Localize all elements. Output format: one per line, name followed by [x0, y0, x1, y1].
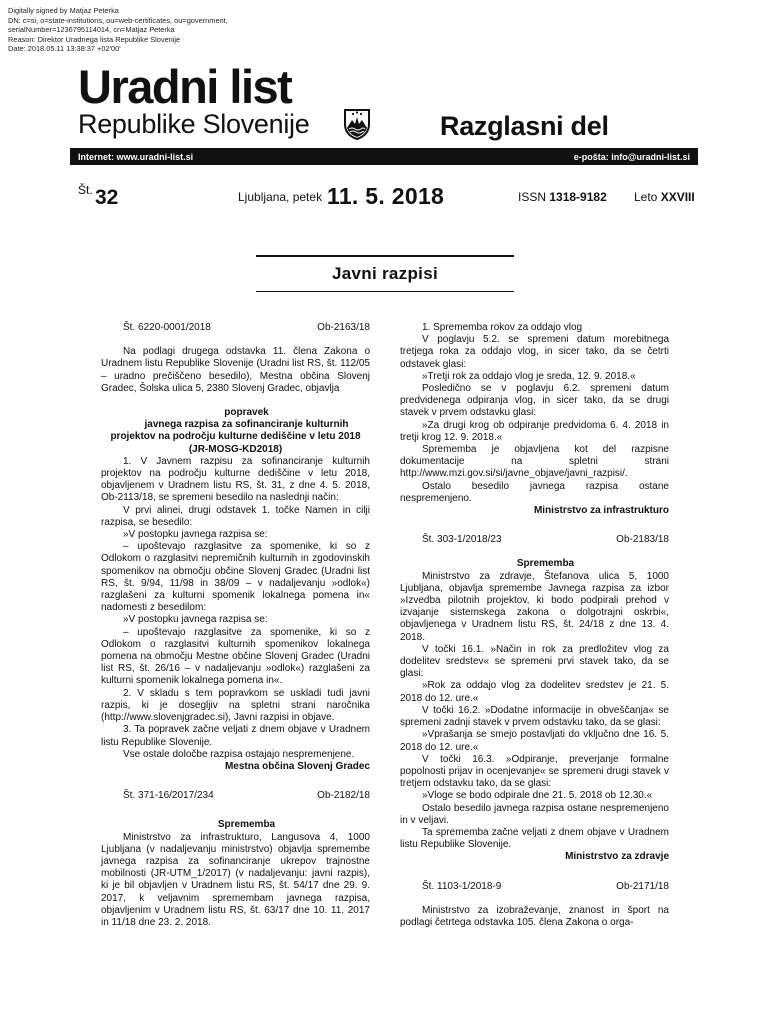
paragraph: Ta sprememba začne veljati z dnem objave v Uradnem listu Republike Slovenije.	[400, 826, 669, 851]
spacer	[101, 773, 370, 790]
notice-reference: Št. 1103-1/2018-9	[422, 880, 502, 892]
notice-title: popravek	[224, 407, 269, 419]
issn	[518, 190, 607, 204]
spacer	[400, 517, 669, 534]
issn-label: ISSN	[518, 190, 547, 204]
notice-ob: Ob-2182/18	[317, 790, 370, 802]
digital-signature	[8, 6, 228, 54]
paragraph: V točki 16.3. »Odpiranje, preverjanje formalne popolnosti prijav in ocenjevanje« se spremeni drugi stavek v tretjem odstavku tako, da se glasi:	[400, 753, 669, 790]
spacer	[400, 893, 669, 905]
notice-subtitle: javnega razpisa za sofinanciranje kulturnih projektov na področju kulturne dediščine v letu 2018 (JR-MOSG-KD2018)	[110, 419, 361, 455]
paragraph: – upoštevajo razglasitve za spomenike, ki so z Odlokom o razglasitvi nepremičnih kulturnih in zgodovinskih spomenikov na območju občine Slovenj Gradec (Uradni list RS, št. 9/94, 11/98 in 38/09 – v nadaljevanju »odlok«) razglašeni za kulturni spomenik lokalnega pomena in« nadomesti z besedilom:	[101, 541, 370, 614]
left-column	[101, 322, 370, 929]
notice-signature: Mestna občina Slovenj Gradec	[224, 760, 370, 772]
heading-rule-top	[256, 255, 514, 257]
paragraph: Ministrstvo za izobraževanje, znanost in šport na podlagi četrtega odstavka 105. člena Zakona o orga-	[400, 904, 669, 928]
issue-number-label: Št.	[78, 183, 93, 197]
spacer	[101, 334, 370, 346]
paragraph: »Vloge se bodo odpirale dne 21. 5. 2018 ob 12.30.«	[422, 790, 653, 802]
masthead	[78, 62, 309, 139]
notice-reference: Št. 371-16/2017/234	[123, 790, 214, 802]
masthead-info-bar	[70, 148, 698, 165]
paragraph: »Za drugi krog ob odpiranje predvidoma 6. 4. 2018 in tretji krog 12. 9. 2018.«	[400, 419, 669, 443]
paragraph: »Vprašanja se smejo postavljati do vključno dne 16. 5. 2018 do 12. ure.«	[400, 729, 669, 753]
signature-line: DN: c=si, o=state-institutions, ou=web-certificates, ou=government,	[8, 15, 228, 25]
masthead-title: Uradni list	[78, 60, 292, 113]
paragraph: Ostalo besedilo javnega razpisa ostane nespremenjeno.	[400, 480, 669, 504]
notice-title: Sprememba	[217, 819, 276, 831]
paragraph: V prvi alinei, drugi odstavek 1. točke Namen in cilji razpisa, se besedilo:	[101, 504, 370, 528]
notice-ob: Ob-2183/18	[616, 534, 669, 546]
spacer	[101, 802, 370, 819]
paragraph: – upoštevajo razglasitve za spomenike, ki so z Odlokom o razglasitvi kulturnih spomenikov lokalnega pomena na območju Mestne občine Slovenj Gradec (Uradni list RS, št. 26/16 – v nadaljevanju »odlok«) razglašeni za kulturni spomenik lokalnega pomena in«.	[101, 626, 370, 687]
paragraph: Ministrstvo za infrastrukturo, Langusova 4, 1000 Ljubljana (v nadaljevanju ministrstvo) objavlja spremembe javnega razpisa za sofinanciranje ukrepov trajnostne mobilnosti (JR-UTM_1/2017) (v nadaljevanju: javni razpis), ki je bil objavljen v Uradnem listu RS, št. 54/17 dne 29. 9. 2017, k veljavnim spremembam javnega razpisa, objavljenim v Uradnem listu RS, št. 63/17 dne 10. 11. 2017 in 11/18 dne 23. 2. 2018.	[101, 831, 370, 928]
issue-date: 11. 5. 2018	[327, 183, 445, 209]
paragraph: »Tretji rok za oddajo vlog je sreda, 12. 9. 2018.«	[422, 370, 636, 382]
notice-title: Sprememba	[516, 558, 575, 570]
notice-ob: Ob-2171/18	[616, 880, 669, 892]
notice-header	[101, 322, 370, 334]
paragraph: Ministrstvo za zdravje, Štefanova ulica 5, 1000 Ljubljana, objavlja spremembe Javnega razpisa za izbor »Izvedba pilotnih projektov, ki bodo podpirali prehod v izvajanje sistemskega zakona o dolgotrajni oskrbi«, objavljenega v Uradnem listu RS, št. 24/18 z dne 13. 4. 2018.	[400, 570, 669, 643]
spacer	[400, 864, 669, 881]
paragraph: »Rok za oddajo vlog za dodelitev sredstev je 21. 5. 2018 do 12. ure.«	[400, 680, 669, 704]
paragraph: 2. V skladu s tem popravkom se uskladi tudi javni razpis, ki je dosegljiv na spletni strani naročnika (http://www.slovenjgradec.si), Javni razpisi in objave.	[101, 687, 370, 724]
paragraph: 1. Sprememba rokov za oddajo vlog	[422, 322, 583, 333]
paragraph: V točki 16.2. »Dodatne informacije in obveščanja« se spremeni zadnji stavek v prvem odstavku tako, da se glasi:	[400, 704, 669, 729]
paragraph: »V postopku javnega razpisa se:	[123, 614, 268, 626]
issn-value: 1318-9182	[549, 190, 607, 204]
leto-value: XXVIII	[660, 190, 695, 204]
section-heading: Javni razpisi	[332, 264, 438, 283]
leto-label: Leto	[634, 190, 658, 204]
paragraph: Na podlagi drugega odstavka 11. člena Zakona o Uradnem listu Republike Slovenije (Uradni list RS, št. 112/05 – uradno prečiščeno besedilo), Mestna občina Slovenj Gradec, Šolska ulica 5, 2380 Slovenj Gradec, objavlja	[101, 346, 370, 394]
spacer	[400, 546, 669, 558]
year-of-publication	[634, 190, 695, 204]
signature-line: Digitally signed by Matjaz Peterka	[8, 6, 119, 15]
paragraph: Sprememba je objavljena kot del razpisne dokumentacije na spletni strani http://www.mzi.gov.si/si/javne_objave/javni_razpisi/.	[400, 444, 669, 480]
paragraph: V poglavju 5.2. se spremeni datum morebitnega tretjega roka za oddajo vlog, in sicer tako, da se četrti odstavek glasi:	[400, 334, 669, 370]
notice-reference: Št. 303-1/2018/23	[422, 534, 502, 546]
paragraph: V točki 16.1. »Način in rok za predložitev vlog za dodelitev sredstev« se spremeni prvi stavek tako, da se glasi:	[400, 643, 669, 680]
issue-number: 32	[95, 186, 119, 209]
paragraph: Posledično se v poglavju 6.2. spremeni datum predvidenega odpiranja vlog, in sicer tako, da se drugi stavek v prvem odstavku glasi:	[400, 383, 669, 419]
section-title: Razglasni del	[440, 111, 609, 141]
notice-header	[101, 790, 370, 802]
signature-line: serialNumber=1236795114014, cn=Matjaz Peterka	[8, 25, 175, 35]
notice-signature: Ministrstvo za infrastrukturo	[533, 505, 669, 517]
email-link[interactable]: e-pošta: info@uradni-list.si	[573, 151, 690, 162]
internet-link[interactable]: Internet: www.uradni-list.si	[78, 151, 194, 162]
spacer	[101, 395, 370, 407]
slovenia-coat-of-arms-icon	[342, 108, 372, 140]
paragraph: 3. Ta popravek začne veljati z dnem objave v Uradnem listu Republike Slovenije.	[101, 724, 370, 748]
right-column	[400, 322, 669, 929]
paragraph: Ostalo besedilo javnega razpisa ostane nespremenjeno in v veljavi.	[400, 802, 669, 826]
notice-header	[400, 534, 669, 546]
notice-signature: Ministrstvo za zdravje	[565, 851, 669, 863]
paragraph: 1. V Javnem razpisu za sofinanciranje kulturnih projektov na področju kulturne dediščine v letu 2018, objavljenem v Uradnem listu RS, št. 31, z dne 4. 5. 2018, Ob-2113/18, se spremeni besedilo na naslednji način:	[101, 455, 370, 504]
paragraph: »V postopku javnega razpisa se:	[123, 529, 268, 541]
signature-line: Date: 2018.05.11 13:38:37 +02'00'	[8, 44, 121, 54]
signature-line: Reason: Direktor Uradnega lista Republike Slovenije	[8, 34, 181, 44]
masthead-subtitle: Republike Slovenije	[78, 109, 310, 139]
notice-header	[400, 881, 669, 893]
issue-place: Ljubljana, petek	[238, 190, 323, 204]
notice-reference: Št. 6220-0001/2018	[123, 322, 211, 333]
heading-rule-bottom	[256, 291, 514, 292]
notice-ob: Ob-2163/18	[317, 322, 370, 333]
paragraph: Vse ostale določbe razpisa ostajajo nespremenjene.	[123, 748, 355, 760]
